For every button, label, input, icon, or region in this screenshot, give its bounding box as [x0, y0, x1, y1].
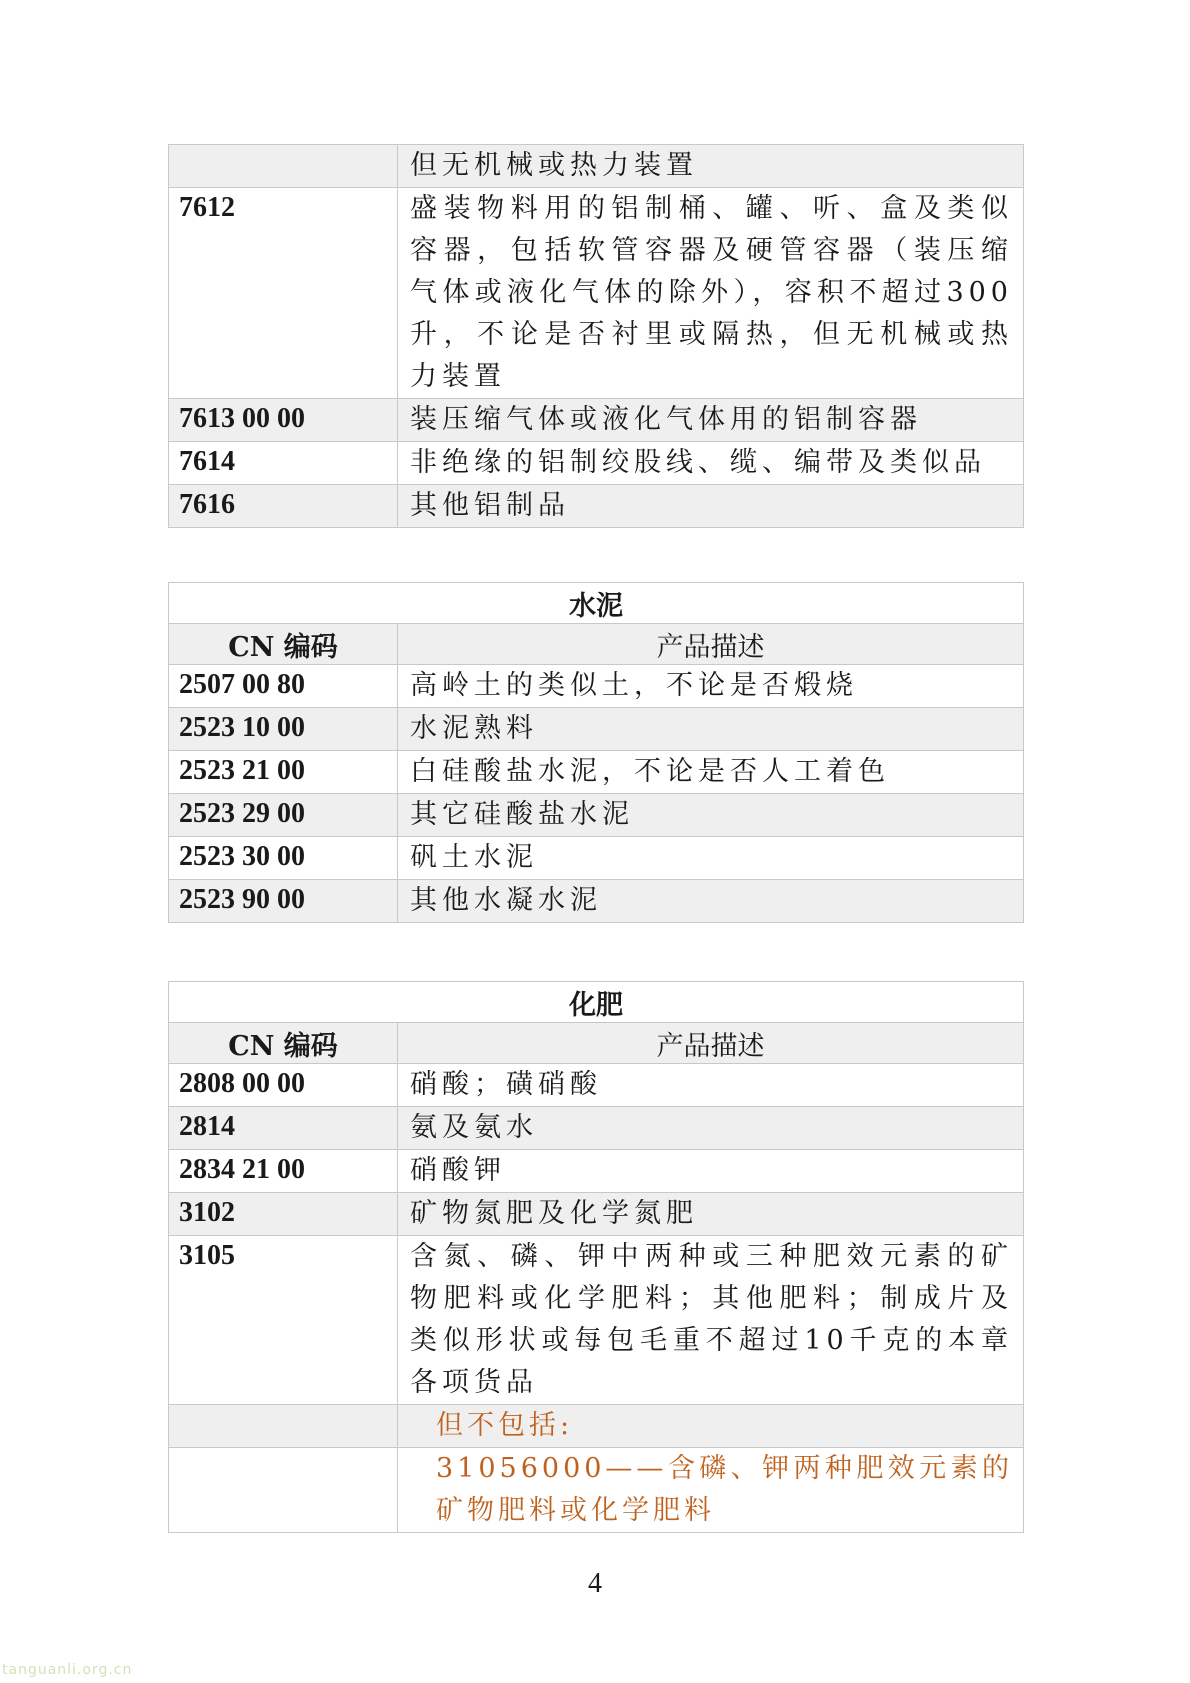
table-row: [169, 1107, 1024, 1150]
exclusion-detail: 31056000——含磷、钾两种肥效元素的矿物肥料或化学肥料: [398, 1448, 1024, 1533]
table-row: [169, 708, 1024, 751]
table-row: [169, 1150, 1024, 1193]
product-description: 白硅酸盐水泥，不论是否人工着色: [398, 751, 1024, 794]
table-row: [169, 145, 1024, 188]
cn-code-empty: [169, 1405, 398, 1448]
product-description: 水泥熟料: [398, 708, 1024, 751]
cn-code: 2523 90 00: [169, 880, 398, 923]
cement-table: [168, 582, 1024, 923]
cn-code: 7616: [169, 485, 398, 528]
table-row: [169, 794, 1024, 837]
column-header-cn-code: CN 编码: [169, 1023, 398, 1064]
table-row: [169, 665, 1024, 708]
column-header-description: 产品描述: [398, 1023, 1024, 1064]
product-description: 氨及氨水: [398, 1107, 1024, 1150]
product-description: 其它硅酸盐水泥: [398, 794, 1024, 837]
aluminium-products-table: [168, 144, 1024, 528]
cn-code: 7613 00 00: [169, 399, 398, 442]
table-row: [169, 1405, 1024, 1448]
product-description: 硝酸；磺硝酸: [398, 1064, 1024, 1107]
table-row: [169, 1064, 1024, 1107]
product-description: 盛装物料用的铝制桶、罐、听、盒及类似容器，包括软管容器及硬管容器（装压缩气体或液化气体的除外），容积不超过300升，不论是否衬里或隔热，但无机械或热力装置: [398, 188, 1024, 399]
product-description: 矿物氮肥及化学氮肥: [398, 1193, 1024, 1236]
table-row: [169, 399, 1024, 442]
product-description: 非绝缘的铝制绞股线、缆、编带及类似品: [398, 442, 1024, 485]
table-row: [169, 1193, 1024, 1236]
exclusion-label: 但不包括:: [398, 1405, 1024, 1448]
cn-code: 2834 21 00: [169, 1150, 398, 1193]
table-row: [169, 188, 1024, 399]
product-description: 其他铝制品: [398, 485, 1024, 528]
cn-code: 3102: [169, 1193, 398, 1236]
column-header-cn-code: CN 编码: [169, 624, 398, 665]
cn-code: 3105: [169, 1236, 398, 1405]
product-description: 其他水凝水泥: [398, 880, 1024, 923]
watermark: tanguanli.org.cn: [2, 1662, 133, 1678]
product-description: 装压缩气体或液化气体用的铝制容器: [398, 399, 1024, 442]
cn-code: 7614: [169, 442, 398, 485]
table-row: [169, 442, 1024, 485]
cn-code: 7612: [169, 188, 398, 399]
cn-code: [169, 145, 398, 188]
column-header-description: 产品描述: [398, 624, 1024, 665]
cn-code: 2523 29 00: [169, 794, 398, 837]
cn-code: 2808 00 00: [169, 1064, 398, 1107]
product-description: 含氮、磷、钾中两种或三种肥效元素的矿物肥料或化学肥料；其他肥料；制成片及类似形状或每包毛重不超过10千克的本章各项货品: [398, 1236, 1024, 1405]
cn-code: 2814: [169, 1107, 398, 1150]
cn-code-empty: [169, 1448, 398, 1533]
table-row: [169, 485, 1024, 528]
cn-code: 2507 00 80: [169, 665, 398, 708]
cn-code: 2523 30 00: [169, 837, 398, 880]
product-description: 但无机械或热力装置: [398, 145, 1024, 188]
product-description: 高岭土的类似土，不论是否煅烧: [398, 665, 1024, 708]
table-row: [169, 1448, 1024, 1533]
product-description: 矾土水泥: [398, 837, 1024, 880]
table-title: 化肥: [169, 982, 1024, 1023]
table-row: [169, 1236, 1024, 1405]
cn-code: 2523 21 00: [169, 751, 398, 794]
table-row: [169, 837, 1024, 880]
table-row: [169, 880, 1024, 923]
cn-code: 2523 10 00: [169, 708, 398, 751]
fertilizer-table: [168, 981, 1024, 1533]
table-title: 水泥: [169, 583, 1024, 624]
product-description: 硝酸钾: [398, 1150, 1024, 1193]
table-row: [169, 751, 1024, 794]
page-number: 4: [588, 1568, 602, 1599]
